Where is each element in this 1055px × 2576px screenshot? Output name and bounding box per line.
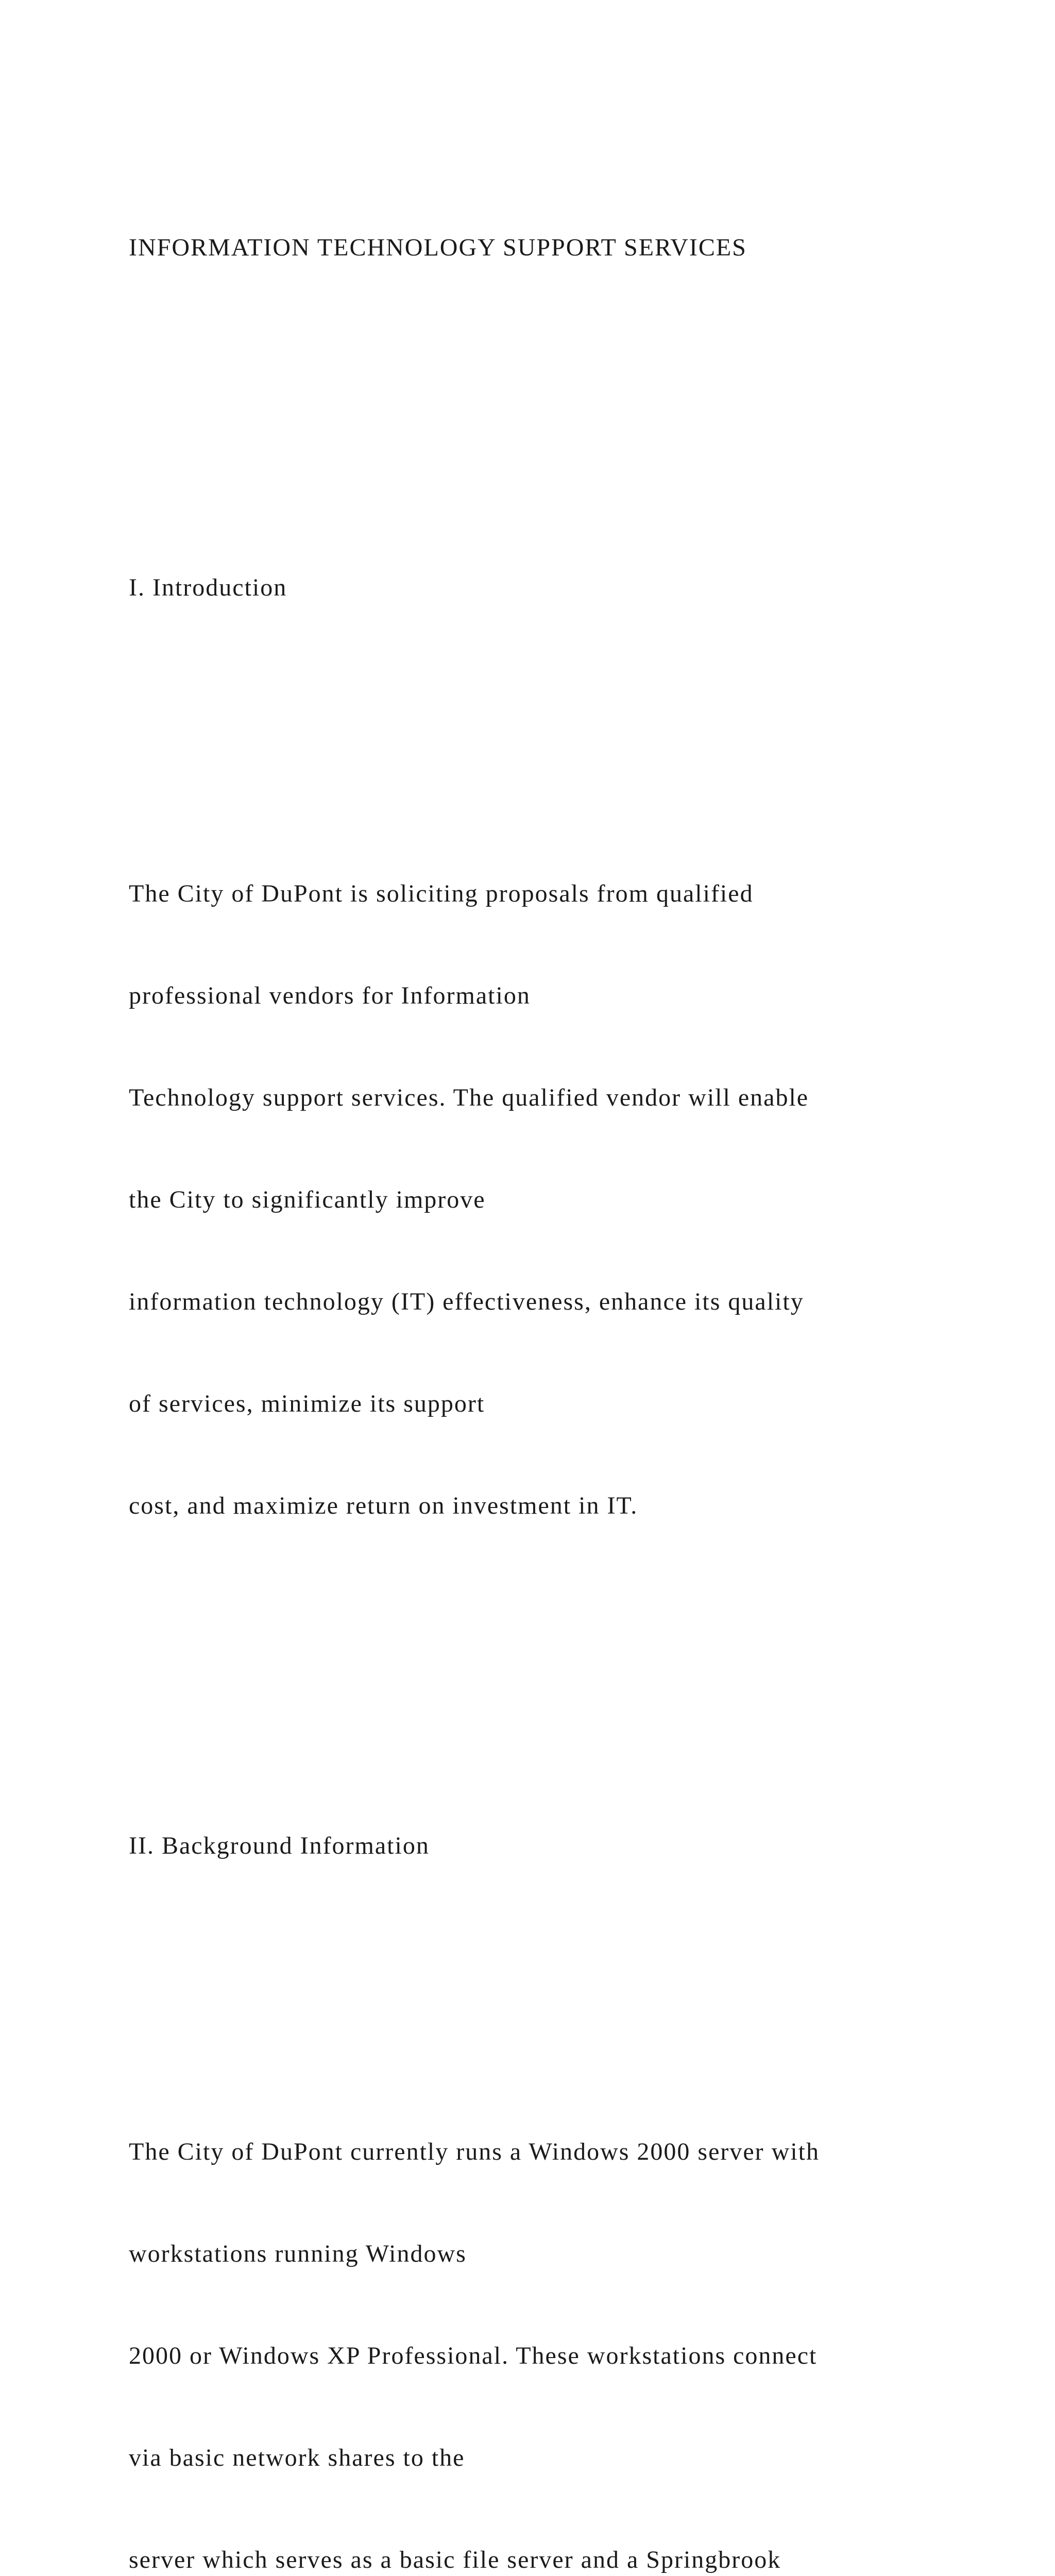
text-line: workstations running Windows <box>129 2240 467 2267</box>
document-title: INFORMATION TECHNOLOGY SUPPORT SERVICES <box>129 234 747 261</box>
spacer <box>129 1931 994 1965</box>
spacer <box>129 673 994 707</box>
text-line: 2000 or Windows XP Professional. These workstations connect <box>129 2342 818 2369</box>
text-line: the City to significantly improve <box>129 1186 486 1213</box>
text-line: via basic network shares to the <box>129 2444 465 2471</box>
section-heading-background: II. Background Information <box>129 1832 430 1859</box>
text-line: The City of DuPont currently runs a Windows 2000 server with <box>129 2138 820 2165</box>
introduction-paragraph <box>129 809 994 1591</box>
text-line: The City of DuPont is soliciting proposals from qualified <box>129 880 754 907</box>
text-line: professional vendors for Information <box>129 982 531 1009</box>
text-line: of services, minimize its support <box>129 1390 485 1417</box>
text-line: information technology (IT) effectiveness, enhance its quality <box>129 1288 804 1315</box>
spacer <box>129 1659 994 1693</box>
text-line: Technology support services. The qualified vendor will enable <box>129 1084 809 1111</box>
text-line: server which serves as a basic file server and a Springbrook <box>129 2546 781 2573</box>
background-paragraph <box>129 2067 994 2576</box>
spacer <box>129 333 994 435</box>
document-body <box>129 129 994 2576</box>
text-line: cost, and maximize return on investment in IT. <box>129 1492 638 1519</box>
section-heading-introduction: I. Introduction <box>129 574 287 601</box>
